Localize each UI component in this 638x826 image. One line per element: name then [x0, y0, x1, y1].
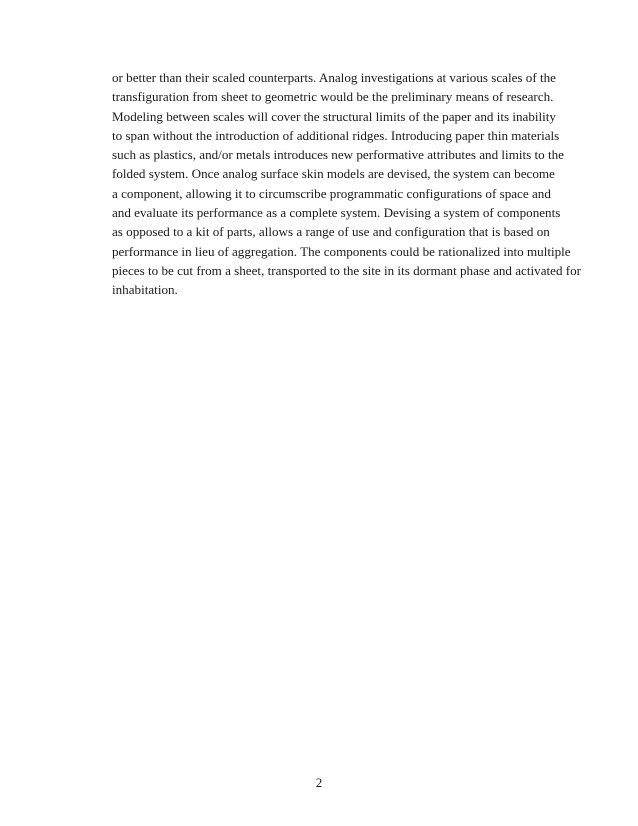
paragraph-line: Modeling between scales will cover the structural limits of the paper and its inability	[112, 108, 556, 124]
paragraph-line: and evaluate its performance as a complete system. Devising a system of components	[112, 205, 561, 221]
paragraph-line: as opposed to a kit of parts, allows a range of use and configuration that is based on	[112, 224, 550, 240]
paragraph-line: inhabitation.	[112, 282, 178, 298]
paragraph-line: a component, allowing it to circumscribe programmatic configurations of space and	[112, 185, 551, 201]
paragraph-line: or better than their scaled counterparts. Analog investigations at various scales of the	[112, 70, 556, 85]
page-number: 2	[315, 775, 323, 790]
paragraph-line: such as plastics, and/or metals introduces new performative attributes and limits to the	[112, 147, 564, 163]
paragraph-line: transfiguration from sheet to geometric would be the preliminary means of research.	[112, 89, 554, 105]
paragraph-line: to span without the introduction of additional ridges. Introducing paper thin materials	[112, 127, 560, 143]
paragraph-line: pieces to be cut from a sheet, transported to the site in its dormant phase and activated for	[112, 262, 582, 278]
body-paragraph	[112, 68, 582, 300]
paragraph-line: folded system. Once analog surface skin models are devised, the system can become	[112, 166, 555, 182]
paragraph-line: performance in lieu of aggregation. The components could be rationalized into multiple	[112, 243, 571, 259]
